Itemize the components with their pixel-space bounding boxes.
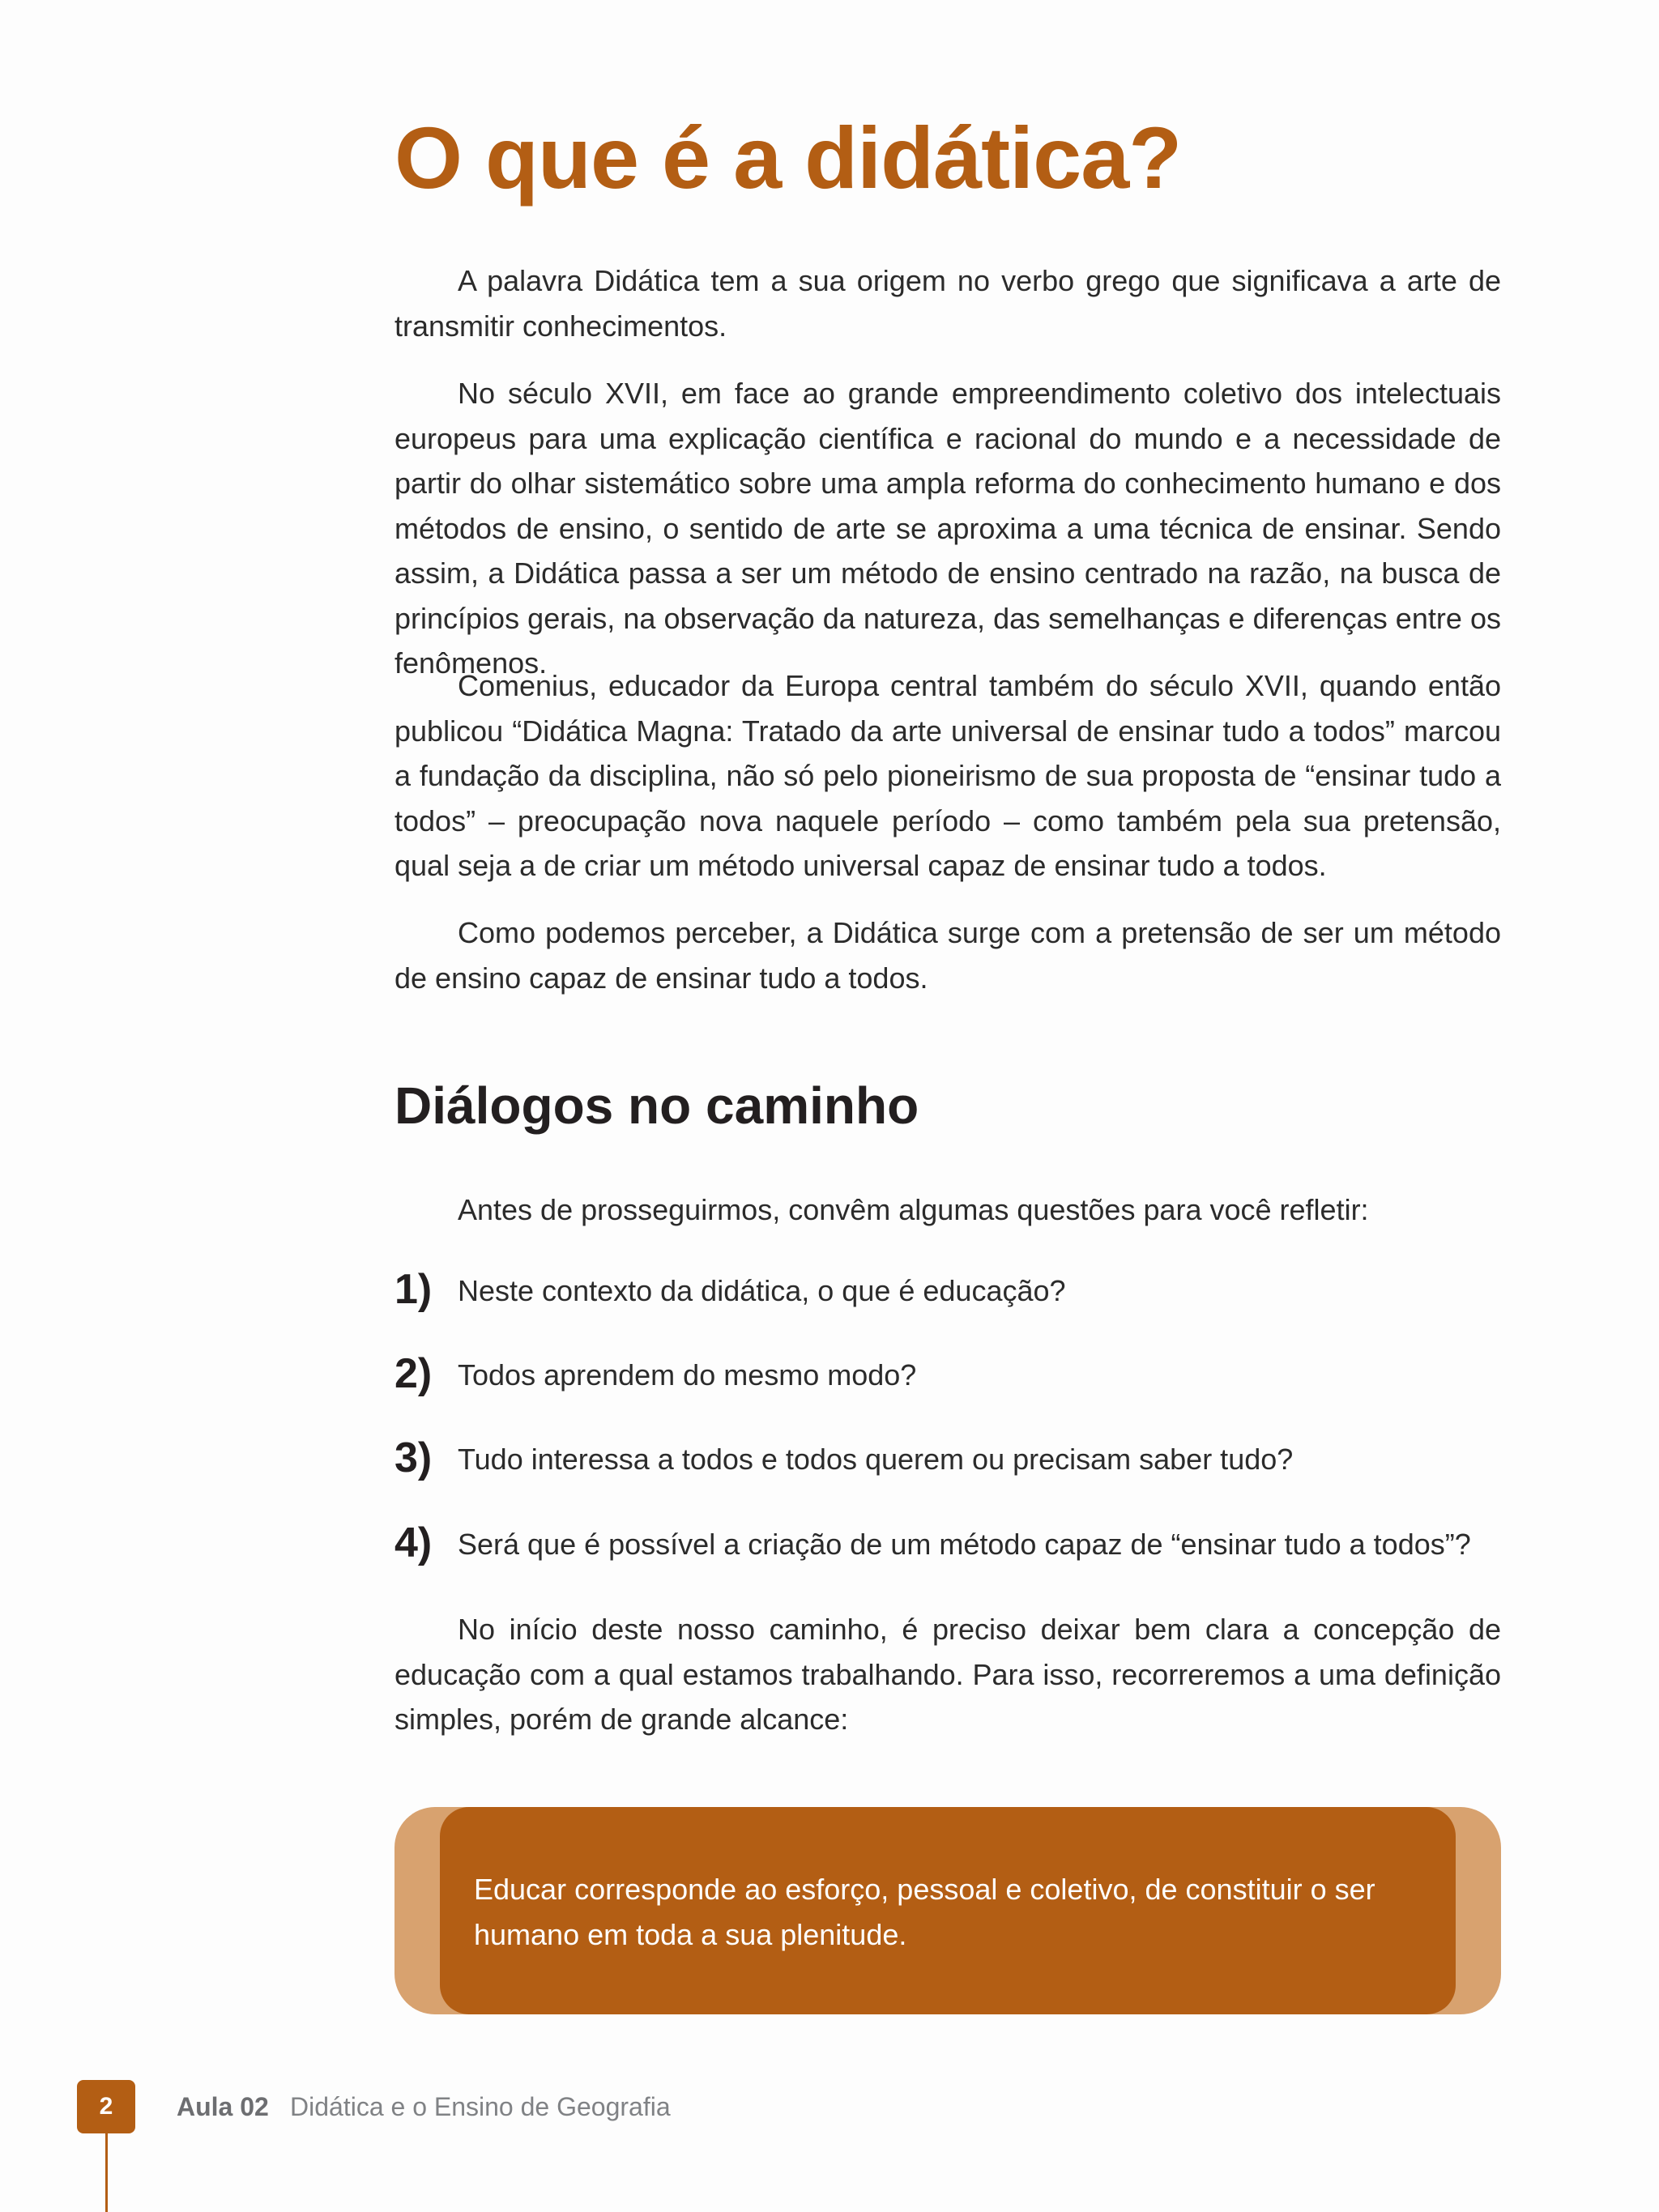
- question-item: [394, 1519, 1501, 1567]
- footer-course-title: Didática e o Ensino de Geografia: [290, 2092, 671, 2121]
- question-text: Todos aprendem do mesmo modo?: [458, 1358, 917, 1392]
- question-text: Neste contexto da didática, o que é educação?: [458, 1274, 1066, 1307]
- question-item: [394, 1265, 1501, 1314]
- question-number: 3): [394, 1434, 433, 1481]
- page-number-badge: 2: [77, 2080, 135, 2133]
- paragraph-seculo-xvii: No século XVII, em face ao grande empreendimento coletivo dos intelectuais europeus para uma explicação científica e racional do mundo e a necessidade de partir do olhar sistemático sobre uma ampla reforma do conhecimento humano e dos métodos de ensino, o sentido de arte se aproxima a uma técnica de ensinar. Sendo assim, a Didática passa a ser um método de ensino centrado na razão, na busca de princípios gerais, na observação da natureza, das semelhanças e diferenças entre os fenômenos.: [394, 377, 1501, 680]
- question-item: [394, 1434, 1501, 1482]
- page-title: O que é a didática?: [394, 109, 1182, 207]
- footer-lesson: Aula 02: [177, 2092, 269, 2121]
- question-text: Será que é possível a criação de um método capaz de “ensinar tudo a todos”?: [458, 1528, 1471, 1561]
- question-number: 2): [394, 1350, 433, 1397]
- paragraph-1-block: [394, 258, 1501, 348]
- paragraph-2-block: [394, 371, 1501, 686]
- section-title: Diálogos no caminho: [394, 1076, 919, 1135]
- paragraph-4-block: [394, 910, 1501, 1000]
- closing-block: [394, 1607, 1501, 1742]
- paragraph-3-block: [394, 663, 1501, 889]
- question-number: 4): [394, 1519, 433, 1566]
- quote-box: [440, 1807, 1456, 2014]
- question-text: Tudo interessa a todos e todos querem ou precisam saber tudo?: [458, 1443, 1294, 1476]
- paragraph-origin: A palavra Didática tem a sua origem no verbo grego que significava a arte de transmitir conhecimentos.: [394, 264, 1501, 343]
- footer-rule: [105, 2127, 108, 2212]
- section-intro-block: [394, 1187, 1501, 1233]
- section-closing: No início deste nosso caminho, é preciso deixar bem clara a concepção de educação com a qual estamos trabalhando. Para isso, recorreremos a uma definição simples, porém de grande alcance:: [394, 1613, 1501, 1736]
- paragraph-conclusion: Como podemos perceber, a Didática surge com a pretensão de ser um método de ensino capaz de ensinar tudo a todos.: [394, 916, 1501, 995]
- section-intro: Antes de prosseguirmos, convêm algumas questões para você refletir:: [458, 1193, 1369, 1226]
- quote-text: Educar corresponde ao esforço, pessoal e coletivo, de constituir o ser humano em toda a sua plenitude.: [474, 1873, 1375, 1951]
- question-item: [394, 1349, 1501, 1398]
- question-number: 1): [394, 1266, 433, 1313]
- paragraph-comenius: Comenius, educador da Europa central também do século XVII, quando então publicou “Didática Magna: Tratado da arte universal de ensinar tudo a todos” marcou a fundação da disciplina, não só pelo pioneirismo de sua proposta de “ensinar tudo a todos” – preocupação nova naquele período – como também pela sua pretensão, qual seja a de criar um método universal capaz de ensinar tudo a todos.: [394, 669, 1501, 882]
